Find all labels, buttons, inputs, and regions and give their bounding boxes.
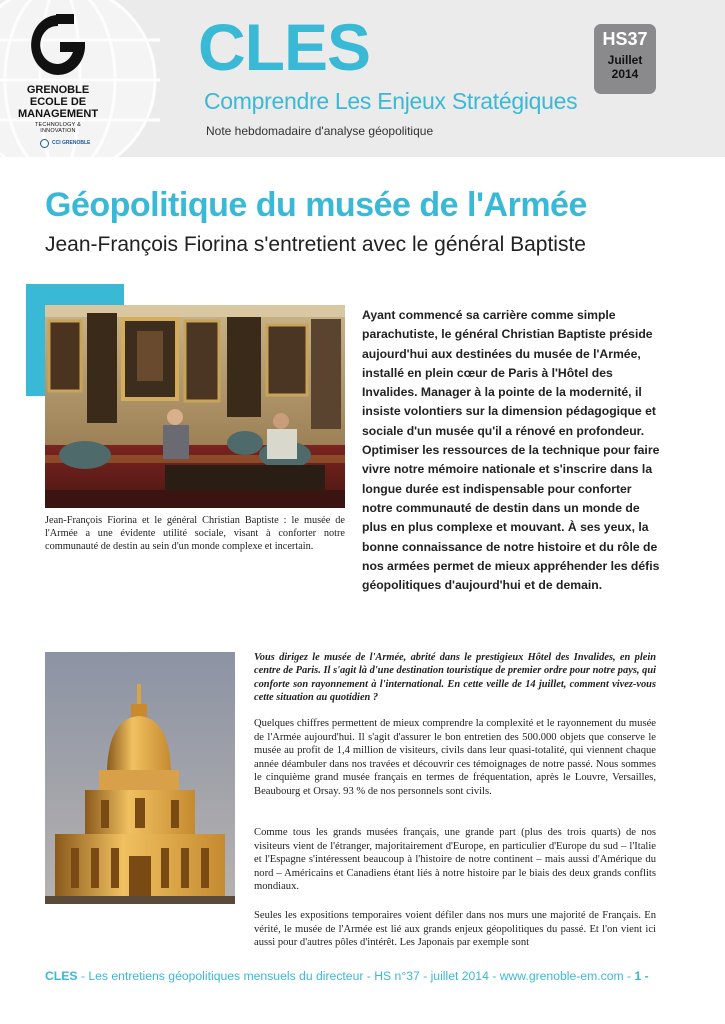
intro-paragraph: Optimiser les ressources de la technique pour faire vivre notre mémoire nationale et s'inscrire dans la longue durée est indispensable pour conforter notre communauté de destin dans un monde de plus en plus complexe et mouvant. À ses yeux, la bonne connaissance de notre histoire et du rôle de nos armées permet de mieux appréhender les défis géopolitiques d'aujourd'hui et de demain.: [362, 443, 660, 593]
cci-icon: [40, 139, 49, 148]
masthead: [0, 0, 725, 157]
logo-line-tech: TECHNOLOGY & INNOVATION: [34, 122, 81, 134]
logo-line-grenoble: GRENOBLE: [26, 84, 90, 96]
article-intro: [362, 306, 662, 595]
issue-number: HS37: [602, 29, 648, 49]
interview-question: Vous dirigez le musée de l'Armée, abrité dans le prestigieux Hôtel des Invalides, en plein centre de Paris. Il s'agit là d'une destination touristique de premier ordre pour notre pays, qui conforte son rayonnement à l'international. En cette veille de 14 juillet, comment vivez-vous cette situation au quotidien ?: [254, 652, 656, 704]
footer-brand: CLES: [45, 969, 78, 983]
intro-paragraph: Ayant commencé sa carrière comme simple parachutiste, le général Christian Baptiste préside aujourd'hui aux destinées du musée de l'Armée, installé en plein cœur de Paris à l'Hôtel des Invalides. Manager à la pointe de la modernité, il insiste volontiers sur la dimension pédagogique et sociale d'un musée qu'il a rénové en profondeur.: [362, 308, 656, 438]
article-subtitle: Jean-François Fiorina s'entretient avec le général Baptiste: [45, 233, 586, 256]
school-logo[interactable]: [0, 0, 160, 157]
brand-title: CLES: [198, 10, 371, 84]
logo-partner: CCI GRENOBLE: [52, 140, 91, 146]
g-logo-icon: [28, 12, 88, 78]
issue-month: Juillet: [607, 53, 643, 67]
photo-caption: Jean-François Fiorina et le général Christian Baptiste : le musée de l'Armée a une évidente utilité sociale, visant à conforter notre communauté de destin au sein d'un monde complexe et incertain.: [45, 515, 345, 552]
answer-paragraph: Quelques chiffres permettent de mieux comprendre la complexité et le rayonnement du musée de l'Armée aujourd'hui. Il s'agit d'assurer le bon entretien des 500.000 objets que conserve le musée au profit de 1,4 million de visiteurs, civils dans leur quasi-totalité, qui viennent chaque année déambuler dans nos travées et découvrir ces témoignages de notre passé. Nous sommes le cinquième grand musée français en termes de fréquentation, après le Louvre, Versailles, Beaubourg et Orsay. 93 % de nos personnels sont civils.: [254, 718, 656, 797]
page-footer: [45, 969, 649, 983]
logo-line-ecole: ECOLE DE: [29, 96, 87, 108]
page-number: 1: [634, 969, 642, 983]
footer-end: -: [641, 969, 649, 983]
brand-tagline: Note hebdomadaire d'analyse géopolitique: [206, 124, 434, 138]
brand-subtitle: Comprendre Les Enjeux Stratégiques: [204, 88, 578, 114]
interview-photo: [45, 305, 345, 508]
issue-year: 2014: [611, 67, 639, 81]
answer-paragraph: Seules les expositions temporaires voient défiler dans nos murs une majorité de Français. En vérité, le musée de l'Armée est lié aux grands enjeux géopolitiques du passé. Et l'on vient ici aussi pour d'autres pôles d'intérêt. Les Japonais par exemple sont: [254, 910, 656, 948]
logo-line-management: MANAGEMENT: [18, 108, 99, 120]
issue-badge: [594, 24, 656, 94]
article-title: Géopolitique du musée de l'Armée: [45, 186, 587, 224]
invalides-dome-photo: [45, 652, 235, 904]
footer-text: - Les entretiens géopolitiques mensuels du directeur - HS n°37 - juillet 2014 - www.grenoble-em.com -: [77, 969, 635, 983]
answer-paragraph: Comme tous les grands musées français, une grande part (plus des trois quarts) de nos visiteurs vient de l'étranger, majoritairement d'Europe, en particulier d'Europe du sud – l'Italie et l'Espagne s'intéressent beaucoup à l'histoire de notre continent – mais aussi d'Amérique du nord – Américains et Canadiens étant liés à notre histoire par le biais des deux grands conflits mondiaux.: [254, 827, 656, 892]
